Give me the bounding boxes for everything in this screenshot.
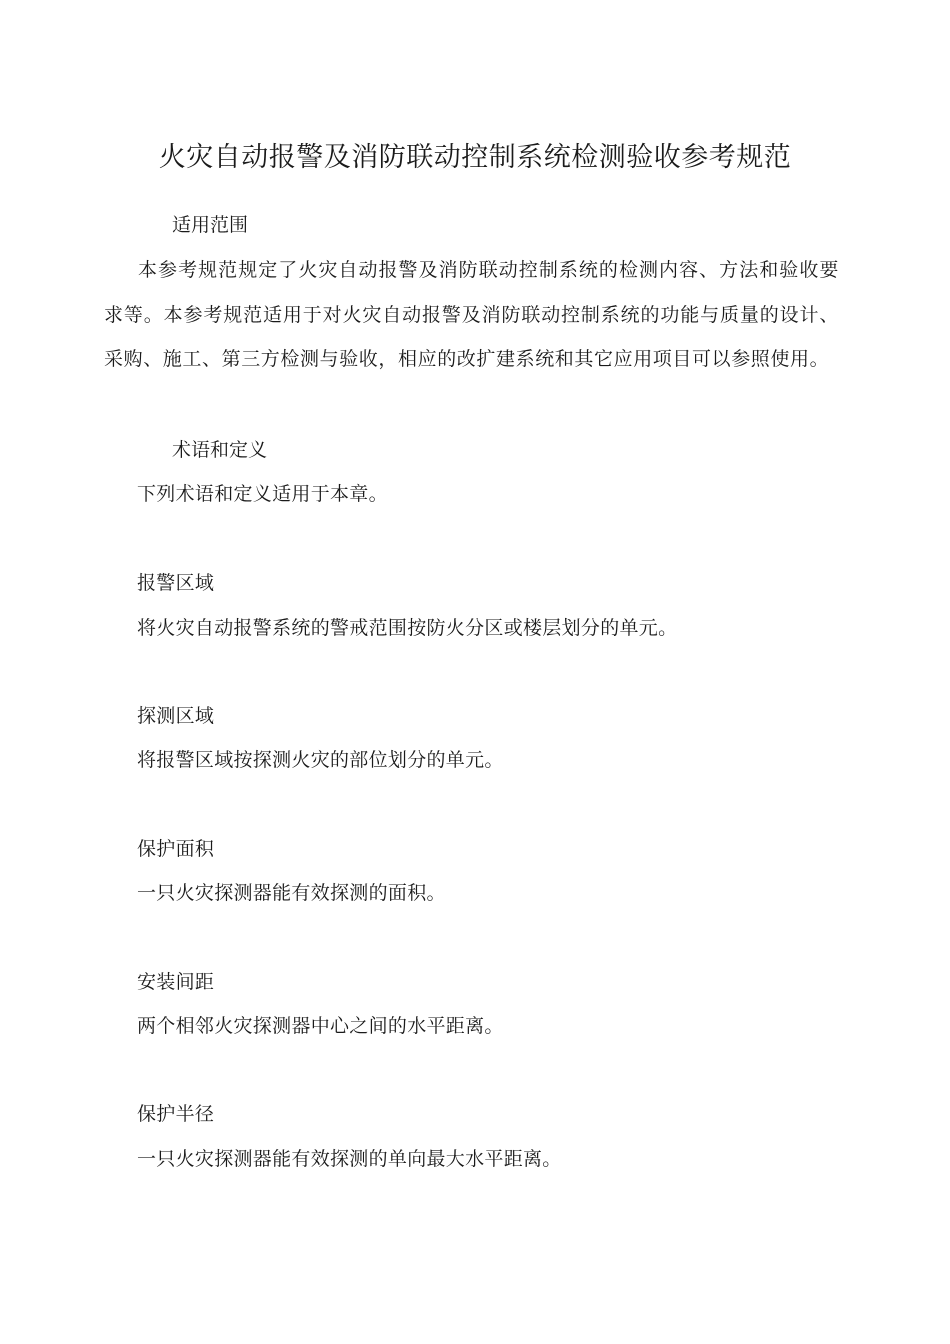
section-heading-scope: 适用范围: [172, 214, 249, 236]
scope-paragraph: 本参考规范规定了火灾自动报警及消防联动控制系统的检测内容、方法和验收要求等。本参考规范适用于对火灾自动报警及消防联动控制系统的功能与质量的设计、采购、施工、第三方检测与验收，相应的改扩建系统和其它应用项目可以参照使用。: [104, 259, 839, 370]
term-installation-spacing: 安装间距: [137, 971, 215, 993]
definition-detection-zone: 将报警区域按探测火灾的部位划分的单元。: [137, 749, 504, 771]
section-heading-terms: 术语和定义: [172, 439, 268, 461]
term-protection-radius: 保护半径: [137, 1103, 215, 1125]
document-title: 火灾自动报警及消防联动控制系统检测验收参考规范: [158, 142, 792, 173]
definition-installation-spacing: 两个相邻火灾探测器中心之间的水平距离。: [137, 1015, 504, 1037]
terms-intro: 下列术语和定义适用于本章。: [137, 483, 388, 505]
definition-protection-area: 一只火灾探测器能有效探测的面积。: [137, 882, 446, 904]
term-protection-area: 保护面积: [137, 838, 215, 860]
definition-alarm-zone: 将火灾自动报警系统的警戒范围按防火分区或楼层划分的单元。: [137, 617, 678, 639]
term-detection-zone: 探测区域: [137, 705, 215, 727]
definition-protection-radius: 一只火灾探测器能有效探测的单向最大水平距离。: [137, 1148, 562, 1170]
term-alarm-zone: 报警区域: [137, 572, 215, 594]
